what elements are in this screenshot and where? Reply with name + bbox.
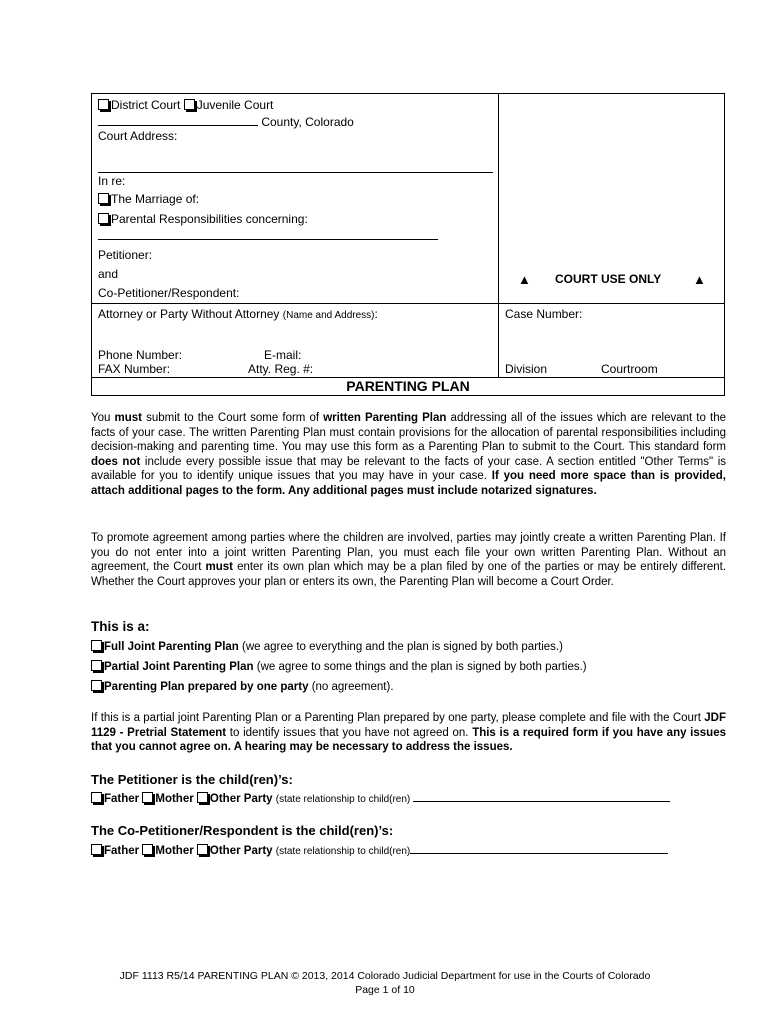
district-court-checkbox[interactable] [98,99,109,110]
petitioner-other-checkbox[interactable] [197,792,208,803]
triangle-up-icon: ▲ [518,272,531,287]
plan-type-option-one-party: Parenting Plan prepared by one party (no agreement). [91,680,394,694]
petitioner-relationship-row: Father Mother Other Party (state relationship to child(ren) [91,791,670,807]
case-number-label: Case Number: [505,307,583,321]
footer-form-id: JDF 1113 R5/14 PARENTING PLAN © 2013, 2014 Colorado Judicial Department for use in the Courts of Colorado [119,970,651,982]
page-title: PARENTING PLAN [346,378,470,394]
parental-resp-row [98,212,308,226]
court-use-only-label: COURT USE ONLY [555,272,662,286]
court-type-row [98,98,273,112]
co-petitioner-label: Co-Petitioner/Respondent: [98,286,240,300]
petitioner-relationship-heading: The Petitioner is the child(ren)’s: [91,772,293,787]
copetitioner-relationship-blank[interactable] [410,843,668,854]
district-court-label: District Court [111,98,181,112]
attorney-row: Attorney or Party Without Attorney (Name and Address): [98,307,378,321]
partial-joint-checkbox[interactable] [91,660,102,671]
copetitioner-relationship-row: Father Mother Other Party (state relationship to child(ren) [91,843,668,859]
petitioner-label: Petitioner: [98,248,153,262]
plan-type-option-full: Full Joint Parenting Plan (we agree to everything and the plan is signed by both parties.) [91,640,563,654]
petitioner-mother-checkbox[interactable] [142,792,153,803]
triangle-up-icon: ▲ [693,272,706,287]
footer [0,969,770,997]
court-address-line [98,172,493,173]
copetitioner-mother-checkbox[interactable] [142,844,153,855]
juvenile-court-label: Juvenile Court [196,98,274,112]
parental-resp-checkbox[interactable] [98,213,109,224]
county-row [98,115,354,129]
one-party-checkbox[interactable] [91,680,102,691]
division-label: Division [505,362,548,376]
petitioner-relationship-blank[interactable] [413,791,670,802]
footer-page-number: Page 1 of 10 [355,984,415,996]
marriage-of-row [98,192,199,206]
juvenile-court-checkbox[interactable] [184,99,195,110]
copetitioner-relationship-heading: The Co-Petitioner/Respondent is the child(ren)’s: [91,823,394,838]
county-label: County, Colorado [261,115,354,129]
copetitioner-other-checkbox[interactable] [197,844,208,855]
parties-line [98,239,438,240]
in-re-label: In re: [98,174,126,188]
fax-label: FAX Number: [98,362,171,376]
petitioner-father-checkbox[interactable] [91,792,102,803]
parental-resp-label: Parental Responsibilities concerning: [111,212,308,226]
intro-paragraph-2: To promote agreement among parties where the children are involved, parties may jointly create a written Parenting Plan. If you do not enter into a joint written Parenting Plan, you must each file your own written Parenting Plan. Without an agreement, the Court must enter its own plan which may be a plan filed by one of the parties or may be entirely different. Whether the Court approves your plan or enters its own, the Parenting Plan will become a Court Order. [91,532,726,588]
marriage-of-label: The Marriage of: [111,192,200,206]
intro-paragraph-1: You must submit to the Court some form of written Parenting Plan addressing all of the issues which are relevant to the facts of your case. The written Parenting Plan must contain provisions for the allocation of parental responsibilities including decision-making and parenting time. You may use this form as a Parenting Plan to submit to the Court. This standard form does not include every possible issue that may be relevant to the facts of your case. A section entitled "Other Terms" is available for you to identify unique issues that you may have in your case. If you need more space than is provided, attach additional pages to the form. Any additional pages must include notarized signatures. [91,412,726,497]
courtroom-label: Courtroom [601,362,658,376]
plan-type-option-partial: Partial Joint Parenting Plan (we agree to some things and the plan is signed by both parties.) [91,660,587,674]
court-address-label: Court Address: [98,129,178,143]
plan-type-heading: This is a: [91,619,150,634]
attorney-note: (Name and Address) [282,310,375,321]
and-label: and [98,267,119,281]
county-blank[interactable] [98,115,258,126]
phone-label: Phone Number: [98,348,183,362]
marriage-of-checkbox[interactable] [98,193,109,204]
atty-reg-label: Atty. Reg. #: [248,362,314,376]
email-label: E-mail: [264,348,302,362]
copetitioner-father-checkbox[interactable] [91,844,102,855]
partial-plan-note: If this is a partial joint Parenting Plan or a Parenting Plan prepared by one party, please complete and file with the Court JDF 1129 - Pretrial Statement to identify issues that you have not agreed on. This is a required form if you have any issues that you cannot agree on. A hearing may be necessary to address the issues. [91,712,726,754]
full-joint-checkbox[interactable] [91,640,102,651]
attorney-label: Attorney or Party Without Attorney [98,307,280,321]
